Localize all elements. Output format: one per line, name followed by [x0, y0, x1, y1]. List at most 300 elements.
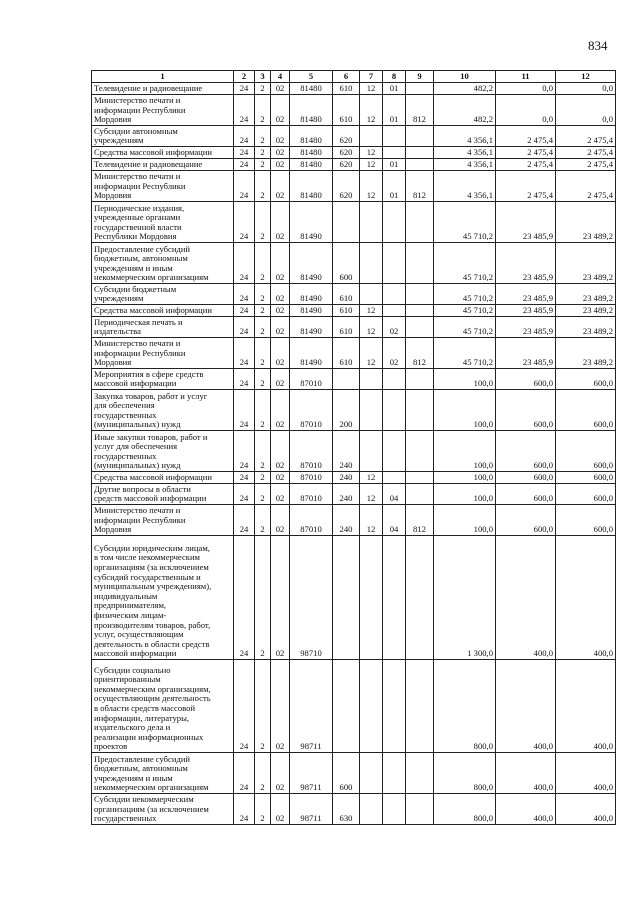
- row-code-cell: 12: [360, 472, 383, 484]
- row-amount-cell: 600,0: [496, 505, 556, 536]
- row-code-cell: 2: [255, 390, 271, 431]
- row-name-cell: Средства массовой информации: [92, 147, 234, 159]
- row-name-cell: Субсидии автономным учреждениям: [92, 126, 234, 147]
- row-amount-cell: 482,2: [434, 83, 496, 95]
- row-code-cell: 12: [360, 305, 383, 317]
- row-code-cell: 2: [255, 284, 271, 305]
- row-code-cell: [406, 159, 434, 171]
- table-row: [92, 505, 616, 536]
- row-code-cell: 02: [271, 243, 290, 284]
- row-code-cell: 24: [234, 126, 255, 147]
- row-code-cell: 600: [333, 243, 360, 284]
- row-code-cell: 87010: [290, 472, 333, 484]
- row-code-cell: 02: [271, 202, 290, 243]
- row-amount-cell: 23 485,9: [496, 338, 556, 369]
- row-code-cell: 2: [255, 472, 271, 484]
- budget-table: [91, 70, 616, 825]
- row-code-cell: [360, 202, 383, 243]
- row-code-cell: 02: [271, 505, 290, 536]
- row-amount-cell: 800,0: [434, 753, 496, 794]
- row-code-cell: 24: [234, 505, 255, 536]
- row-code-cell: 2: [255, 202, 271, 243]
- row-code-cell: [383, 202, 406, 243]
- row-code-cell: 02: [271, 472, 290, 484]
- row-code-cell: 02: [271, 284, 290, 305]
- row-code-cell: 02: [383, 338, 406, 369]
- row-code-cell: 812: [406, 338, 434, 369]
- row-code-cell: 81480: [290, 83, 333, 95]
- row-code-cell: 630: [333, 794, 360, 825]
- row-code-cell: 240: [333, 505, 360, 536]
- row-amount-cell: 400,0: [496, 660, 556, 753]
- row-code-cell: 2: [255, 753, 271, 794]
- row-code-cell: 610: [333, 83, 360, 95]
- row-code-cell: 240: [333, 431, 360, 472]
- row-code-cell: 81480: [290, 95, 333, 126]
- row-code-cell: [383, 794, 406, 825]
- row-code-cell: 24: [234, 536, 255, 660]
- row-name-cell: Закупка товаров, работ и услуг для обеспечения государственных (муниципальных) нужд: [92, 390, 234, 431]
- row-code-cell: 02: [271, 369, 290, 390]
- row-amount-cell: 600,0: [556, 484, 616, 505]
- row-code-cell: 81490: [290, 338, 333, 369]
- row-amount-cell: 23 489,2: [556, 338, 616, 369]
- row-name-cell: Средства массовой информации: [92, 472, 234, 484]
- row-code-cell: 2: [255, 83, 271, 95]
- row-code-cell: [383, 243, 406, 284]
- row-code-cell: 24: [234, 390, 255, 431]
- row-code-cell: [333, 660, 360, 753]
- row-code-cell: 600: [333, 753, 360, 794]
- row-code-cell: [406, 794, 434, 825]
- row-code-cell: 87010: [290, 505, 333, 536]
- row-code-cell: 01: [383, 95, 406, 126]
- row-amount-cell: 45 710,2: [434, 202, 496, 243]
- row-code-cell: 812: [406, 171, 434, 202]
- row-name-cell: Иные закупки товаров, работ и услуг для обеспечения государственных (муниципальных) нужд: [92, 431, 234, 472]
- row-code-cell: 02: [271, 431, 290, 472]
- row-code-cell: 81480: [290, 126, 333, 147]
- row-code-cell: [383, 147, 406, 159]
- row-code-cell: [333, 202, 360, 243]
- row-amount-cell: 0,0: [496, 95, 556, 126]
- table-row: [92, 95, 616, 126]
- row-code-cell: 04: [383, 484, 406, 505]
- table-row: [92, 472, 616, 484]
- row-code-cell: 2: [255, 484, 271, 505]
- row-code-cell: 87010: [290, 390, 333, 431]
- row-amount-cell: 4 356,1: [434, 147, 496, 159]
- row-amount-cell: 2 475,4: [496, 147, 556, 159]
- row-code-cell: [406, 472, 434, 484]
- row-code-cell: 02: [271, 390, 290, 431]
- row-code-cell: [383, 660, 406, 753]
- table-row: [92, 369, 616, 390]
- row-code-cell: 2: [255, 536, 271, 660]
- row-amount-cell: 482,2: [434, 95, 496, 126]
- row-code-cell: 12: [360, 317, 383, 338]
- row-code-cell: [406, 660, 434, 753]
- row-code-cell: [383, 390, 406, 431]
- row-amount-cell: 400,0: [496, 536, 556, 660]
- row-amount-cell: 400,0: [556, 660, 616, 753]
- row-code-cell: 12: [360, 505, 383, 536]
- row-code-cell: [406, 243, 434, 284]
- row-code-cell: [360, 536, 383, 660]
- row-code-cell: 620: [333, 171, 360, 202]
- row-code-cell: 610: [333, 95, 360, 126]
- row-code-cell: 02: [271, 95, 290, 126]
- row-code-cell: [406, 484, 434, 505]
- row-amount-cell: 4 356,1: [434, 159, 496, 171]
- column-header: 1: [92, 71, 234, 83]
- row-amount-cell: 45 710,2: [434, 338, 496, 369]
- row-name-cell: Периодическая печать и издательства: [92, 317, 234, 338]
- row-code-cell: 02: [271, 126, 290, 147]
- row-amount-cell: 100,0: [434, 484, 496, 505]
- row-code-cell: [333, 369, 360, 390]
- row-amount-cell: 600,0: [496, 472, 556, 484]
- row-code-cell: 24: [234, 753, 255, 794]
- row-code-cell: 2: [255, 369, 271, 390]
- row-code-cell: 2: [255, 159, 271, 171]
- row-code-cell: 81490: [290, 243, 333, 284]
- row-code-cell: 02: [271, 171, 290, 202]
- row-code-cell: 610: [333, 317, 360, 338]
- table-row: [92, 147, 616, 159]
- row-amount-cell: 23 489,2: [556, 284, 616, 305]
- table-row: [92, 794, 616, 825]
- row-code-cell: [360, 660, 383, 753]
- row-code-cell: [406, 284, 434, 305]
- row-code-cell: 2: [255, 95, 271, 126]
- row-amount-cell: 45 710,2: [434, 305, 496, 317]
- row-code-cell: 24: [234, 472, 255, 484]
- row-code-cell: [383, 305, 406, 317]
- table-row: [92, 484, 616, 505]
- column-header: 10: [434, 71, 496, 83]
- row-code-cell: 98711: [290, 660, 333, 753]
- row-code-cell: 24: [234, 660, 255, 753]
- row-code-cell: 12: [360, 159, 383, 171]
- row-name-cell: Другие вопросы в области средств массовой информации: [92, 484, 234, 505]
- row-amount-cell: 2 475,4: [556, 147, 616, 159]
- row-code-cell: 2: [255, 305, 271, 317]
- row-amount-cell: 100,0: [434, 431, 496, 472]
- table-row: [92, 338, 616, 369]
- column-header: 8: [383, 71, 406, 83]
- row-code-cell: 610: [333, 338, 360, 369]
- row-code-cell: 02: [271, 338, 290, 369]
- table-row: [92, 284, 616, 305]
- row-code-cell: 24: [234, 317, 255, 338]
- row-code-cell: [333, 536, 360, 660]
- row-code-cell: 610: [333, 284, 360, 305]
- row-code-cell: [406, 147, 434, 159]
- row-code-cell: 24: [234, 305, 255, 317]
- row-code-cell: [383, 126, 406, 147]
- row-code-cell: [383, 472, 406, 484]
- row-code-cell: 24: [234, 431, 255, 472]
- row-code-cell: [383, 369, 406, 390]
- row-code-cell: 02: [383, 317, 406, 338]
- budget-table-body: [92, 83, 616, 825]
- row-amount-cell: 23 489,2: [556, 317, 616, 338]
- row-code-cell: [360, 369, 383, 390]
- row-amount-cell: 23 485,9: [496, 305, 556, 317]
- row-code-cell: 02: [271, 147, 290, 159]
- row-code-cell: 620: [333, 126, 360, 147]
- row-code-cell: 2: [255, 147, 271, 159]
- row-name-cell: Мероприятия в сфере средств массовой информации: [92, 369, 234, 390]
- row-code-cell: 02: [271, 660, 290, 753]
- row-code-cell: 24: [234, 284, 255, 305]
- row-code-cell: [383, 536, 406, 660]
- row-name-cell: Периодические издания, учрежденные органами государственной власти Республики Мордовия: [92, 202, 234, 243]
- column-header: 12: [556, 71, 616, 83]
- row-amount-cell: 4 356,1: [434, 126, 496, 147]
- row-amount-cell: 45 710,2: [434, 243, 496, 284]
- row-code-cell: 240: [333, 484, 360, 505]
- row-name-cell: Субсидии социально ориентированным некоммерческим организациям, осуществляющим деятельность в области средств массовой информации, литературы, издательского дела и реализации информационных проектов: [92, 660, 234, 753]
- row-code-cell: 98710: [290, 536, 333, 660]
- row-amount-cell: 23 489,2: [556, 305, 616, 317]
- row-code-cell: [360, 431, 383, 472]
- row-amount-cell: 600,0: [556, 431, 616, 472]
- row-amount-cell: 2 475,4: [496, 171, 556, 202]
- row-code-cell: 2: [255, 126, 271, 147]
- row-code-cell: 812: [406, 505, 434, 536]
- row-code-cell: [406, 317, 434, 338]
- row-code-cell: [360, 243, 383, 284]
- row-code-cell: [360, 390, 383, 431]
- row-name-cell: Министерство печати и информации Республики Мордовия: [92, 505, 234, 536]
- row-code-cell: 2: [255, 338, 271, 369]
- row-amount-cell: 45 710,2: [434, 317, 496, 338]
- row-code-cell: 24: [234, 171, 255, 202]
- row-name-cell: Средства массовой информации: [92, 305, 234, 317]
- row-code-cell: 02: [271, 794, 290, 825]
- row-code-cell: 2: [255, 431, 271, 472]
- row-amount-cell: 600,0: [496, 369, 556, 390]
- row-code-cell: [406, 390, 434, 431]
- row-code-cell: 81490: [290, 284, 333, 305]
- row-code-cell: 12: [360, 147, 383, 159]
- row-code-cell: 24: [234, 147, 255, 159]
- row-amount-cell: 23 489,2: [556, 202, 616, 243]
- row-amount-cell: 400,0: [556, 794, 616, 825]
- row-amount-cell: 600,0: [556, 505, 616, 536]
- row-code-cell: 02: [271, 159, 290, 171]
- row-code-cell: [360, 284, 383, 305]
- table-row: [92, 126, 616, 147]
- row-code-cell: [383, 753, 406, 794]
- row-name-cell: Телевидение и радиовещание: [92, 83, 234, 95]
- row-amount-cell: 2 475,4: [556, 171, 616, 202]
- row-amount-cell: 1 300,0: [434, 536, 496, 660]
- row-code-cell: [406, 369, 434, 390]
- row-code-cell: [360, 753, 383, 794]
- table-row: [92, 390, 616, 431]
- table-row: [92, 317, 616, 338]
- row-amount-cell: 400,0: [496, 794, 556, 825]
- row-name-cell: Субсидии бюджетным учреждениям: [92, 284, 234, 305]
- row-code-cell: 24: [234, 83, 255, 95]
- table-row: [92, 305, 616, 317]
- row-code-cell: [406, 753, 434, 794]
- row-code-cell: 24: [234, 159, 255, 171]
- row-name-cell: Субсидии некоммерческим организациям (за исключением государственных: [92, 794, 234, 825]
- row-code-cell: [406, 431, 434, 472]
- row-amount-cell: 100,0: [434, 472, 496, 484]
- row-code-cell: 2: [255, 660, 271, 753]
- table-row: [92, 536, 616, 660]
- row-amount-cell: 400,0: [556, 753, 616, 794]
- row-amount-cell: 23 485,9: [496, 202, 556, 243]
- row-amount-cell: 800,0: [434, 660, 496, 753]
- row-code-cell: 98711: [290, 794, 333, 825]
- row-code-cell: 2: [255, 243, 271, 284]
- row-code-cell: 620: [333, 159, 360, 171]
- row-amount-cell: 0,0: [556, 83, 616, 95]
- row-name-cell: Министерство печати и информации Республики Мордовия: [92, 171, 234, 202]
- row-code-cell: 87010: [290, 431, 333, 472]
- row-code-cell: [406, 202, 434, 243]
- row-code-cell: 81490: [290, 305, 333, 317]
- row-code-cell: [383, 431, 406, 472]
- row-code-cell: 12: [360, 338, 383, 369]
- row-code-cell: 81480: [290, 171, 333, 202]
- row-code-cell: 81490: [290, 317, 333, 338]
- row-code-cell: 24: [234, 369, 255, 390]
- row-code-cell: 04: [383, 505, 406, 536]
- row-amount-cell: 400,0: [496, 753, 556, 794]
- column-header: 11: [496, 71, 556, 83]
- row-code-cell: 81480: [290, 159, 333, 171]
- row-code-cell: 2: [255, 505, 271, 536]
- column-header: 4: [271, 71, 290, 83]
- row-amount-cell: 600,0: [556, 472, 616, 484]
- column-header: 3: [255, 71, 271, 83]
- column-header: 6: [333, 71, 360, 83]
- row-code-cell: 02: [271, 317, 290, 338]
- row-code-cell: [406, 126, 434, 147]
- table-row: [92, 83, 616, 95]
- row-code-cell: 610: [333, 305, 360, 317]
- row-code-cell: [406, 83, 434, 95]
- row-code-cell: 02: [271, 484, 290, 505]
- row-name-cell: Телевидение и радиовещание: [92, 159, 234, 171]
- row-amount-cell: 600,0: [496, 484, 556, 505]
- row-code-cell: 620: [333, 147, 360, 159]
- row-amount-cell: 800,0: [434, 794, 496, 825]
- table-row: [92, 243, 616, 284]
- row-code-cell: 87010: [290, 369, 333, 390]
- row-code-cell: 24: [234, 95, 255, 126]
- row-code-cell: 24: [234, 202, 255, 243]
- row-amount-cell: 100,0: [434, 369, 496, 390]
- row-amount-cell: 23 489,2: [556, 243, 616, 284]
- row-amount-cell: 600,0: [556, 369, 616, 390]
- row-code-cell: 87010: [290, 484, 333, 505]
- row-code-cell: 01: [383, 171, 406, 202]
- row-amount-cell: 2 475,4: [556, 159, 616, 171]
- row-name-cell: Министерство печати и информации Республики Мордовия: [92, 338, 234, 369]
- row-amount-cell: 600,0: [496, 390, 556, 431]
- row-code-cell: 81490: [290, 202, 333, 243]
- row-code-cell: 81480: [290, 147, 333, 159]
- row-code-cell: 2: [255, 794, 271, 825]
- row-name-cell: Министерство печати и информации Республики Мордовия: [92, 95, 234, 126]
- row-amount-cell: 2 475,4: [556, 126, 616, 147]
- row-code-cell: 24: [234, 243, 255, 284]
- page-number: 834: [588, 38, 608, 53]
- row-code-cell: 12: [360, 95, 383, 126]
- row-code-cell: [406, 536, 434, 660]
- row-code-cell: 24: [234, 484, 255, 505]
- row-code-cell: 12: [360, 484, 383, 505]
- row-code-cell: 02: [271, 305, 290, 317]
- row-code-cell: 01: [383, 83, 406, 95]
- row-code-cell: 02: [271, 83, 290, 95]
- row-amount-cell: 400,0: [556, 536, 616, 660]
- row-amount-cell: 45 710,2: [434, 284, 496, 305]
- column-header: 7: [360, 71, 383, 83]
- row-code-cell: 812: [406, 95, 434, 126]
- row-code-cell: [360, 126, 383, 147]
- table-row: [92, 431, 616, 472]
- row-amount-cell: 23 485,9: [496, 243, 556, 284]
- table-row: [92, 660, 616, 753]
- row-amount-cell: 100,0: [434, 505, 496, 536]
- row-amount-cell: 600,0: [556, 390, 616, 431]
- row-code-cell: 12: [360, 83, 383, 95]
- row-code-cell: 240: [333, 472, 360, 484]
- row-name-cell: Предоставление субсидий бюджетным, автономным учреждениям и иным некоммерческим организациям: [92, 243, 234, 284]
- row-amount-cell: 0,0: [496, 83, 556, 95]
- row-amount-cell: 23 485,9: [496, 317, 556, 338]
- table-header-row: [92, 71, 616, 83]
- column-header: 2: [234, 71, 255, 83]
- row-amount-cell: 0,0: [556, 95, 616, 126]
- row-code-cell: [383, 284, 406, 305]
- row-name-cell: Предоставление субсидий бюджетным, автономным учреждениям и иным некоммерческим организациям: [92, 753, 234, 794]
- row-name-cell: Субсидии юридическим лицам, в том числе некоммерческим организациям (за исключением субсидий государственным и муниципальным учреждениям), индивидуальным предпринимателям, физическим лицам- производителям товаров, работ, услуг, осуществляющим деятельность в области средств массовой информации: [92, 536, 234, 660]
- row-code-cell: 24: [234, 794, 255, 825]
- row-code-cell: 02: [271, 536, 290, 660]
- row-amount-cell: 2 475,4: [496, 126, 556, 147]
- table-row: [92, 753, 616, 794]
- row-code-cell: 98711: [290, 753, 333, 794]
- row-code-cell: 02: [271, 753, 290, 794]
- table-row: [92, 171, 616, 202]
- row-code-cell: 12: [360, 171, 383, 202]
- row-amount-cell: 600,0: [496, 431, 556, 472]
- row-code-cell: 01: [383, 159, 406, 171]
- table-row: [92, 159, 616, 171]
- row-amount-cell: 23 485,9: [496, 284, 556, 305]
- row-code-cell: 2: [255, 317, 271, 338]
- row-code-cell: [406, 305, 434, 317]
- column-header: 5: [290, 71, 333, 83]
- row-code-cell: [360, 794, 383, 825]
- row-code-cell: 24: [234, 338, 255, 369]
- table-row: [92, 202, 616, 243]
- row-amount-cell: 2 475,4: [496, 159, 556, 171]
- row-code-cell: 2: [255, 171, 271, 202]
- row-amount-cell: 4 356,1: [434, 171, 496, 202]
- column-header: 9: [406, 71, 434, 83]
